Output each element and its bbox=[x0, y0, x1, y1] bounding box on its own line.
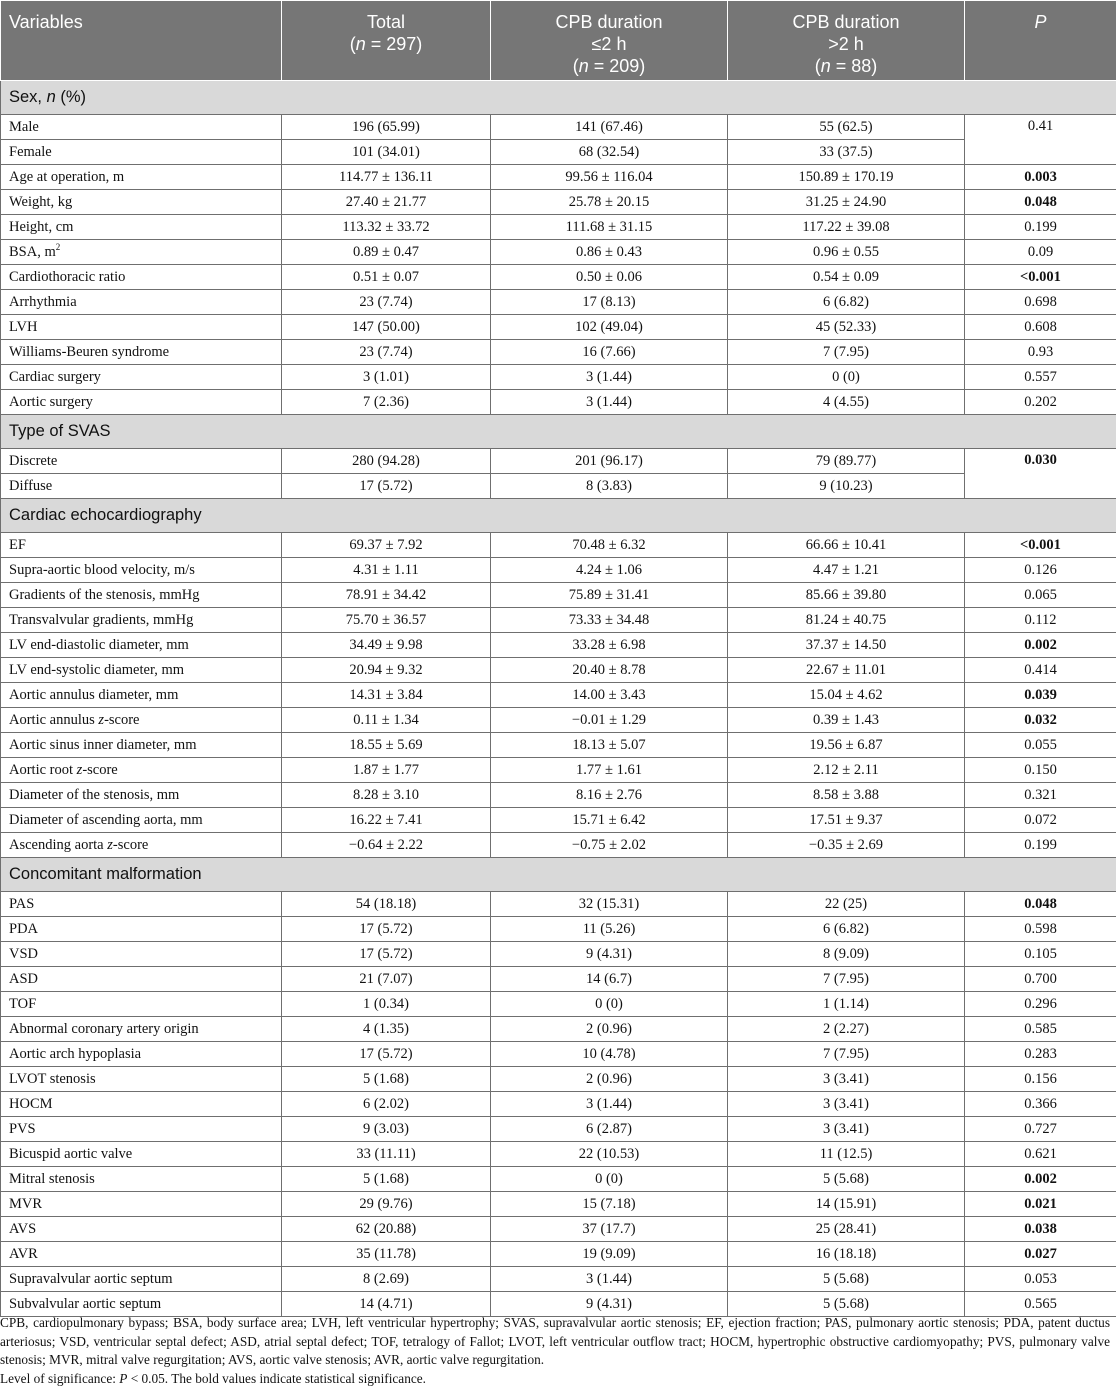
cpb-gt2-cell: 37.37 ± 14.50 bbox=[728, 633, 965, 658]
total-cell: 6 (2.02) bbox=[282, 1092, 491, 1117]
variable-cell: Aortic annulus diameter, mm bbox=[1, 683, 282, 708]
cpb-le2-cell: 70.48 ± 6.32 bbox=[491, 533, 728, 558]
p-value-cell: 0.700 bbox=[965, 967, 1116, 992]
total-cell: 17 (5.72) bbox=[282, 942, 491, 967]
total-cell: 17 (5.72) bbox=[282, 474, 491, 499]
table-row bbox=[1, 290, 1116, 315]
total-cell: 8.28 ± 3.10 bbox=[282, 783, 491, 808]
table-row bbox=[1, 474, 1116, 499]
variable-cell: Mitral stenosis bbox=[1, 1167, 282, 1192]
table-row bbox=[1, 833, 1116, 858]
table-row bbox=[1, 390, 1116, 415]
table-row bbox=[1, 658, 1116, 683]
cpb-gt2-cell: 81.24 ± 40.75 bbox=[728, 608, 965, 633]
table-row bbox=[1, 917, 1116, 942]
cpb-le2-cell: 99.56 ± 116.04 bbox=[491, 165, 728, 190]
variable-cell: Diffuse bbox=[1, 474, 282, 499]
total-cell: 21 (7.07) bbox=[282, 967, 491, 992]
cpb-le2-cell: 14.00 ± 3.43 bbox=[491, 683, 728, 708]
p-value-cell: 0.053 bbox=[965, 1267, 1116, 1292]
cpb-gt2-cell: 8.58 ± 3.88 bbox=[728, 783, 965, 808]
p-value-cell: 0.021 bbox=[965, 1192, 1116, 1217]
cpb-le2-cell: 15.71 ± 6.42 bbox=[491, 808, 728, 833]
table-row bbox=[1, 758, 1116, 783]
cpb-le2-cell: 0 (0) bbox=[491, 992, 728, 1017]
variable-cell: Supravalvular aortic septum bbox=[1, 1267, 282, 1292]
table-row bbox=[1, 215, 1116, 240]
variable-cell: LV end-systolic diameter, mm bbox=[1, 658, 282, 683]
table-row bbox=[1, 992, 1116, 1017]
cpb-le2-cell: 25.78 ± 20.15 bbox=[491, 190, 728, 215]
table-row bbox=[1, 683, 1116, 708]
cpb-gt2-cell: 3 (3.41) bbox=[728, 1092, 965, 1117]
p-value-cell: 0.048 bbox=[965, 892, 1116, 917]
p-value-cell: 0.621 bbox=[965, 1142, 1116, 1167]
variable-cell: Williams-Beuren syndrome bbox=[1, 340, 282, 365]
cpb-gt2-cell: 150.89 ± 170.19 bbox=[728, 165, 965, 190]
cpb-gt2-cell: 4 (4.55) bbox=[728, 390, 965, 415]
cpb-gt2-cell: 3 (3.41) bbox=[728, 1117, 965, 1142]
section-header-row bbox=[1, 415, 1116, 449]
header-variables: Variables bbox=[1, 1, 282, 81]
cpb-le2-cell: 8.16 ± 2.76 bbox=[491, 783, 728, 808]
table-row bbox=[1, 115, 1116, 140]
cpb-le2-cell: 1.77 ± 1.61 bbox=[491, 758, 728, 783]
table-row bbox=[1, 449, 1116, 474]
cpb-gt2-cell: 2.12 ± 2.11 bbox=[728, 758, 965, 783]
cpb-le2-cell: 17 (8.13) bbox=[491, 290, 728, 315]
variable-cell: Gradients of the stenosis, mmHg bbox=[1, 583, 282, 608]
table-row bbox=[1, 1017, 1116, 1042]
cpb-le2-cell: 2 (0.96) bbox=[491, 1067, 728, 1092]
cpb-le2-cell: 37 (17.7) bbox=[491, 1217, 728, 1242]
p-value-cell: 0.112 bbox=[965, 608, 1116, 633]
p-value-cell: 0.055 bbox=[965, 733, 1116, 758]
total-cell: 0.11 ± 1.34 bbox=[282, 708, 491, 733]
total-cell: 1 (0.34) bbox=[282, 992, 491, 1017]
header-total: Total (n = 297) bbox=[282, 1, 491, 81]
cpb-gt2-cell: 22 (25) bbox=[728, 892, 965, 917]
variable-cell: Aortic sinus inner diameter, mm bbox=[1, 733, 282, 758]
table-row bbox=[1, 967, 1116, 992]
cpb-gt2-cell: 0 (0) bbox=[728, 365, 965, 390]
cpb-gt2-cell: 117.22 ± 39.08 bbox=[728, 215, 965, 240]
total-cell: 23 (7.74) bbox=[282, 290, 491, 315]
total-cell: 0.51 ± 0.07 bbox=[282, 265, 491, 290]
cpb-le2-cell: 141 (67.46) bbox=[491, 115, 728, 140]
table-row bbox=[1, 315, 1116, 340]
p-value-cell: 0.199 bbox=[965, 215, 1116, 240]
table-footnote bbox=[0, 1314, 1110, 1388]
p-value-cell: <0.001 bbox=[965, 265, 1116, 290]
variable-cell: Aortic root z-score bbox=[1, 758, 282, 783]
variable-cell: Cardiac surgery bbox=[1, 365, 282, 390]
section-header-row bbox=[1, 81, 1116, 115]
table-row bbox=[1, 892, 1116, 917]
total-cell: 14.31 ± 3.84 bbox=[282, 683, 491, 708]
variable-cell: BSA, $m^2$ bbox=[1, 240, 282, 265]
variable-cell: Age at operation, m bbox=[1, 165, 282, 190]
cpb-le2-cell: 0.86 ± 0.43 bbox=[491, 240, 728, 265]
total-cell: 4.31 ± 1.11 bbox=[282, 558, 491, 583]
cpb-gt2-cell: 5 (5.68) bbox=[728, 1167, 965, 1192]
p-value-cell: 0.283 bbox=[965, 1042, 1116, 1067]
cpb-le2-cell: 102 (49.04) bbox=[491, 315, 728, 340]
total-cell: 7 (2.36) bbox=[282, 390, 491, 415]
table-row bbox=[1, 608, 1116, 633]
header-cpb-gt2: CPB duration >2 h (n = 88) bbox=[728, 1, 965, 81]
cpb-gt2-cell: 7 (7.95) bbox=[728, 1042, 965, 1067]
p-value-cell: 0.296 bbox=[965, 992, 1116, 1017]
cpb-le2-cell: −0.01 ± 1.29 bbox=[491, 708, 728, 733]
variable-cell: Ascending aorta z-score bbox=[1, 833, 282, 858]
cpb-gt2-cell: 5 (5.68) bbox=[728, 1267, 965, 1292]
cpb-le2-cell: 22 (10.53) bbox=[491, 1142, 728, 1167]
variable-cell: LV end-diastolic diameter, mm bbox=[1, 633, 282, 658]
variable-cell: Diameter of ascending aorta, mm bbox=[1, 808, 282, 833]
cpb-le2-cell: 73.33 ± 34.48 bbox=[491, 608, 728, 633]
p-value-cell: 0.598 bbox=[965, 917, 1116, 942]
total-cell: 54 (18.18) bbox=[282, 892, 491, 917]
table-row bbox=[1, 633, 1116, 658]
total-cell: 114.77 ± 136.11 bbox=[282, 165, 491, 190]
table-row bbox=[1, 140, 1116, 165]
cpb-gt2-cell: 1 (1.14) bbox=[728, 992, 965, 1017]
cpb-le2-cell: 10 (4.78) bbox=[491, 1042, 728, 1067]
table-row bbox=[1, 1092, 1116, 1117]
total-cell: 9 (3.03) bbox=[282, 1117, 491, 1142]
table-row bbox=[1, 533, 1116, 558]
variable-cell: Aortic surgery bbox=[1, 390, 282, 415]
p-value-cell: 0.41 bbox=[965, 115, 1116, 165]
total-cell: 78.91 ± 34.42 bbox=[282, 583, 491, 608]
table-row bbox=[1, 1042, 1116, 1067]
p-value-cell: 0.038 bbox=[965, 1217, 1116, 1242]
variable-cell: VSD bbox=[1, 942, 282, 967]
p-value-cell: 0.065 bbox=[965, 583, 1116, 608]
variable-cell: MVR bbox=[1, 1192, 282, 1217]
cpb-le2-cell: 3 (1.44) bbox=[491, 1092, 728, 1117]
p-value-cell: 0.414 bbox=[965, 658, 1116, 683]
total-cell: 1.87 ± 1.77 bbox=[282, 758, 491, 783]
table-row bbox=[1, 583, 1116, 608]
table-row bbox=[1, 733, 1116, 758]
p-value-cell: 0.565 bbox=[965, 1292, 1116, 1317]
cpb-gt2-cell: 8 (9.09) bbox=[728, 942, 965, 967]
cpb-le2-cell: 3 (1.44) bbox=[491, 365, 728, 390]
variable-cell: Height, cm bbox=[1, 215, 282, 240]
p-value-cell: 0.027 bbox=[965, 1242, 1116, 1267]
table-body bbox=[1, 81, 1116, 1317]
cpb-le2-cell: 9 (4.31) bbox=[491, 1292, 728, 1317]
cpb-le2-cell: 4.24 ± 1.06 bbox=[491, 558, 728, 583]
cpb-gt2-cell: 7 (7.95) bbox=[728, 967, 965, 992]
table-row bbox=[1, 1142, 1116, 1167]
table-row bbox=[1, 1192, 1116, 1217]
p-value-cell: 0.105 bbox=[965, 942, 1116, 967]
p-value-cell: 0.150 bbox=[965, 758, 1116, 783]
p-value-cell: 0.002 bbox=[965, 1167, 1116, 1192]
variable-cell: TOF bbox=[1, 992, 282, 1017]
cpb-gt2-cell: 6 (6.82) bbox=[728, 917, 965, 942]
p-value-cell: 0.727 bbox=[965, 1117, 1116, 1142]
variable-cell: EF bbox=[1, 533, 282, 558]
total-cell: 75.70 ± 36.57 bbox=[282, 608, 491, 633]
cpb-le2-cell: 3 (1.44) bbox=[491, 1267, 728, 1292]
variable-cell: Cardiothoracic ratio bbox=[1, 265, 282, 290]
cpb-gt2-cell: 7 (7.95) bbox=[728, 340, 965, 365]
section-header-row bbox=[1, 858, 1116, 892]
p-value-cell: 0.202 bbox=[965, 390, 1116, 415]
variable-cell: Transvalvular gradients, mmHg bbox=[1, 608, 282, 633]
table-row bbox=[1, 1292, 1116, 1317]
cpb-gt2-cell: 4.47 ± 1.21 bbox=[728, 558, 965, 583]
total-cell: 196 (65.99) bbox=[282, 115, 491, 140]
cpb-gt2-cell: 16 (18.18) bbox=[728, 1242, 965, 1267]
total-cell: 147 (50.00) bbox=[282, 315, 491, 340]
total-cell: 62 (20.88) bbox=[282, 1217, 491, 1242]
section-title: Cardiac echocardiography bbox=[1, 499, 1116, 533]
total-cell: 34.49 ± 9.98 bbox=[282, 633, 491, 658]
section-header-row bbox=[1, 499, 1116, 533]
cpb-gt2-cell: −0.35 ± 2.69 bbox=[728, 833, 965, 858]
cpb-le2-cell: −0.75 ± 2.02 bbox=[491, 833, 728, 858]
p-value-cell: 0.032 bbox=[965, 708, 1116, 733]
p-value-cell: 0.126 bbox=[965, 558, 1116, 583]
variable-cell: Aortic annulus z-score bbox=[1, 708, 282, 733]
cpb-le2-cell: 111.68 ± 31.15 bbox=[491, 215, 728, 240]
total-cell: 17 (5.72) bbox=[282, 1042, 491, 1067]
p-value-cell: 0.93 bbox=[965, 340, 1116, 365]
table-row bbox=[1, 365, 1116, 390]
table-row bbox=[1, 240, 1116, 265]
cpb-gt2-cell: 22.67 ± 11.01 bbox=[728, 658, 965, 683]
p-value-cell: <0.001 bbox=[965, 533, 1116, 558]
cpb-le2-cell: 75.89 ± 31.41 bbox=[491, 583, 728, 608]
header-row bbox=[1, 1, 1116, 81]
cpb-gt2-cell: 6 (6.82) bbox=[728, 290, 965, 315]
variable-cell: Diameter of the stenosis, mm bbox=[1, 783, 282, 808]
cpb-le2-cell: 18.13 ± 5.07 bbox=[491, 733, 728, 758]
cpb-le2-cell: 20.40 ± 8.78 bbox=[491, 658, 728, 683]
cpb-le2-cell: 201 (96.17) bbox=[491, 449, 728, 474]
p-value-cell: 0.002 bbox=[965, 633, 1116, 658]
cpb-le2-cell: 32 (15.31) bbox=[491, 892, 728, 917]
cpb-le2-cell: 0 (0) bbox=[491, 1167, 728, 1192]
table-row bbox=[1, 190, 1116, 215]
footnote-significance: Level of significance: P < 0.05. The bold values indicate statistical significance. bbox=[0, 1370, 426, 1386]
table-row bbox=[1, 783, 1116, 808]
cpb-gt2-cell: 3 (3.41) bbox=[728, 1067, 965, 1092]
p-value-cell: 0.039 bbox=[965, 683, 1116, 708]
cpb-le2-cell: 19 (9.09) bbox=[491, 1242, 728, 1267]
total-cell: 23 (7.74) bbox=[282, 340, 491, 365]
table-row bbox=[1, 340, 1116, 365]
total-cell: 5 (1.68) bbox=[282, 1067, 491, 1092]
p-value-cell: 0.557 bbox=[965, 365, 1116, 390]
cpb-gt2-cell: 45 (52.33) bbox=[728, 315, 965, 340]
total-cell: 20.94 ± 9.32 bbox=[282, 658, 491, 683]
table-row bbox=[1, 1117, 1116, 1142]
total-cell: 0.89 ± 0.47 bbox=[282, 240, 491, 265]
table-row bbox=[1, 1267, 1116, 1292]
table-row bbox=[1, 942, 1116, 967]
cpb-gt2-cell: 0.54 ± 0.09 bbox=[728, 265, 965, 290]
variable-cell: LVH bbox=[1, 315, 282, 340]
total-cell: −0.64 ± 2.22 bbox=[282, 833, 491, 858]
cpb-gt2-cell: 31.25 ± 24.90 bbox=[728, 190, 965, 215]
variable-cell: LVOT stenosis bbox=[1, 1067, 282, 1092]
table-row bbox=[1, 808, 1116, 833]
table-row bbox=[1, 1242, 1116, 1267]
cpb-gt2-cell: 9 (10.23) bbox=[728, 474, 965, 499]
cpb-gt2-cell: 11 (12.5) bbox=[728, 1142, 965, 1167]
variable-cell: ASD bbox=[1, 967, 282, 992]
total-cell: 101 (34.01) bbox=[282, 140, 491, 165]
header-total-n: (n = 297) bbox=[349, 34, 423, 54]
table-row bbox=[1, 1167, 1116, 1192]
variable-cell: Subvalvular aortic septum bbox=[1, 1292, 282, 1317]
cpb-gt2-cell: 55 (62.5) bbox=[728, 115, 965, 140]
cpb-gt2-cell: 66.66 ± 10.41 bbox=[728, 533, 965, 558]
total-cell: 18.55 ± 5.69 bbox=[282, 733, 491, 758]
cpb-le2-cell: 14 (6.7) bbox=[491, 967, 728, 992]
p-value-cell: 0.698 bbox=[965, 290, 1116, 315]
header-cpb-le2: CPB duration ≤2 h (n = 209) bbox=[491, 1, 728, 81]
table-row bbox=[1, 265, 1116, 290]
cpb-gt2-cell: 0.96 ± 0.55 bbox=[728, 240, 965, 265]
cpb-gt2-cell: 2 (2.27) bbox=[728, 1017, 965, 1042]
footnote-abbreviations: CPB, cardiopulmonary bypass; BSA, body surface area; LVH, left ventricular hypertrophy; SVAS, supravalvular aortic stenosis; EF, ejection fraction; PAS, pulmonary aortic stenosis; PDA, patent ductus arteriosus; VSD, ventricular septal defect; ASD, atrial septal defect; TOF, tetralogy of Fallot; LVOT, left ventricular outflow tract; HOCM, hypertrophic obstructive cardiomyopathy; PVS, pulmonary valve stenosis; MVR, mitral valve regurgitation; AVS, aortic valve stenosis; AVR, aortic valve regurgitation. bbox=[0, 1315, 1110, 1368]
cpb-gt2-cell: 25 (28.41) bbox=[728, 1217, 965, 1242]
p-value-cell: 0.585 bbox=[965, 1017, 1116, 1042]
p-value-cell: 0.048 bbox=[965, 190, 1116, 215]
variable-cell: PDA bbox=[1, 917, 282, 942]
total-cell: 280 (94.28) bbox=[282, 449, 491, 474]
total-cell: 17 (5.72) bbox=[282, 917, 491, 942]
p-value-cell: 0.608 bbox=[965, 315, 1116, 340]
header-p: P bbox=[965, 1, 1116, 81]
p-value-cell: 0.199 bbox=[965, 833, 1116, 858]
variable-cell: Supra-aortic blood velocity, m/s bbox=[1, 558, 282, 583]
cpb-gt2-cell: 19.56 ± 6.87 bbox=[728, 733, 965, 758]
table-row bbox=[1, 1217, 1116, 1242]
p-value-cell: 0.003 bbox=[965, 165, 1116, 190]
cpb-gt2-cell: 5 (5.68) bbox=[728, 1292, 965, 1317]
cpb-le2-cell: 3 (1.44) bbox=[491, 390, 728, 415]
total-cell: 27.40 ± 21.77 bbox=[282, 190, 491, 215]
total-cell: 5 (1.68) bbox=[282, 1167, 491, 1192]
table-row bbox=[1, 708, 1116, 733]
variable-cell: Male bbox=[1, 115, 282, 140]
total-cell: 69.37 ± 7.92 bbox=[282, 533, 491, 558]
cpb-gt2-cell: 14 (15.91) bbox=[728, 1192, 965, 1217]
variable-cell: Aortic arch hypoplasia bbox=[1, 1042, 282, 1067]
section-title: Sex, n (%) bbox=[1, 81, 1116, 115]
cpb-le2-cell: 9 (4.31) bbox=[491, 942, 728, 967]
p-value-cell: 0.321 bbox=[965, 783, 1116, 808]
total-cell: 29 (9.76) bbox=[282, 1192, 491, 1217]
variable-cell: AVS bbox=[1, 1217, 282, 1242]
cpb-le2-cell: 15 (7.18) bbox=[491, 1192, 728, 1217]
cpb-le2-cell: 6 (2.87) bbox=[491, 1117, 728, 1142]
total-cell: 14 (4.71) bbox=[282, 1292, 491, 1317]
total-cell: 3 (1.01) bbox=[282, 365, 491, 390]
total-cell: 4 (1.35) bbox=[282, 1017, 491, 1042]
cpb-le2-cell: 2 (0.96) bbox=[491, 1017, 728, 1042]
variable-cell: Weight, kg bbox=[1, 190, 282, 215]
total-cell: 33 (11.11) bbox=[282, 1142, 491, 1167]
cpb-gt2-cell: 15.04 ± 4.62 bbox=[728, 683, 965, 708]
cpb-gt2-cell: 33 (37.5) bbox=[728, 140, 965, 165]
total-cell: 35 (11.78) bbox=[282, 1242, 491, 1267]
variable-cell: Arrhythmia bbox=[1, 290, 282, 315]
variable-cell: Female bbox=[1, 140, 282, 165]
section-title: Concomitant malformation bbox=[1, 858, 1116, 892]
variable-cell: PAS bbox=[1, 892, 282, 917]
table-row bbox=[1, 165, 1116, 190]
cpb-gt2-cell: 85.66 ± 39.80 bbox=[728, 583, 965, 608]
total-cell: 113.32 ± 33.72 bbox=[282, 215, 491, 240]
variable-cell: Discrete bbox=[1, 449, 282, 474]
cpb-gt2-cell: 17.51 ± 9.37 bbox=[728, 808, 965, 833]
cpb-le2-cell: 8 (3.83) bbox=[491, 474, 728, 499]
p-value-cell: 0.030 bbox=[965, 449, 1116, 499]
variable-cell: HOCM bbox=[1, 1092, 282, 1117]
p-value-cell: 0.072 bbox=[965, 808, 1116, 833]
cpb-le2-cell: 16 (7.66) bbox=[491, 340, 728, 365]
section-title: Type of SVAS bbox=[1, 415, 1116, 449]
cpb-le2-cell: 33.28 ± 6.98 bbox=[491, 633, 728, 658]
total-cell: 16.22 ± 7.41 bbox=[282, 808, 491, 833]
variable-cell: Abnormal coronary artery origin bbox=[1, 1017, 282, 1042]
p-value-cell: 0.09 bbox=[965, 240, 1116, 265]
p-value-cell: 0.366 bbox=[965, 1092, 1116, 1117]
p-value-cell: 0.156 bbox=[965, 1067, 1116, 1092]
table-row bbox=[1, 1067, 1116, 1092]
cpb-le2-cell: 0.50 ± 0.06 bbox=[491, 265, 728, 290]
cpb-gt2-cell: 0.39 ± 1.43 bbox=[728, 708, 965, 733]
variable-cell: Bicuspid aortic valve bbox=[1, 1142, 282, 1167]
cpb-le2-cell: 11 (5.26) bbox=[491, 917, 728, 942]
cpb-le2-cell: 68 (32.54) bbox=[491, 140, 728, 165]
variable-cell: AVR bbox=[1, 1242, 282, 1267]
table-row bbox=[1, 558, 1116, 583]
cpb-gt2-cell: 79 (89.77) bbox=[728, 449, 965, 474]
variable-cell: PVS bbox=[1, 1117, 282, 1142]
total-cell: 8 (2.69) bbox=[282, 1267, 491, 1292]
